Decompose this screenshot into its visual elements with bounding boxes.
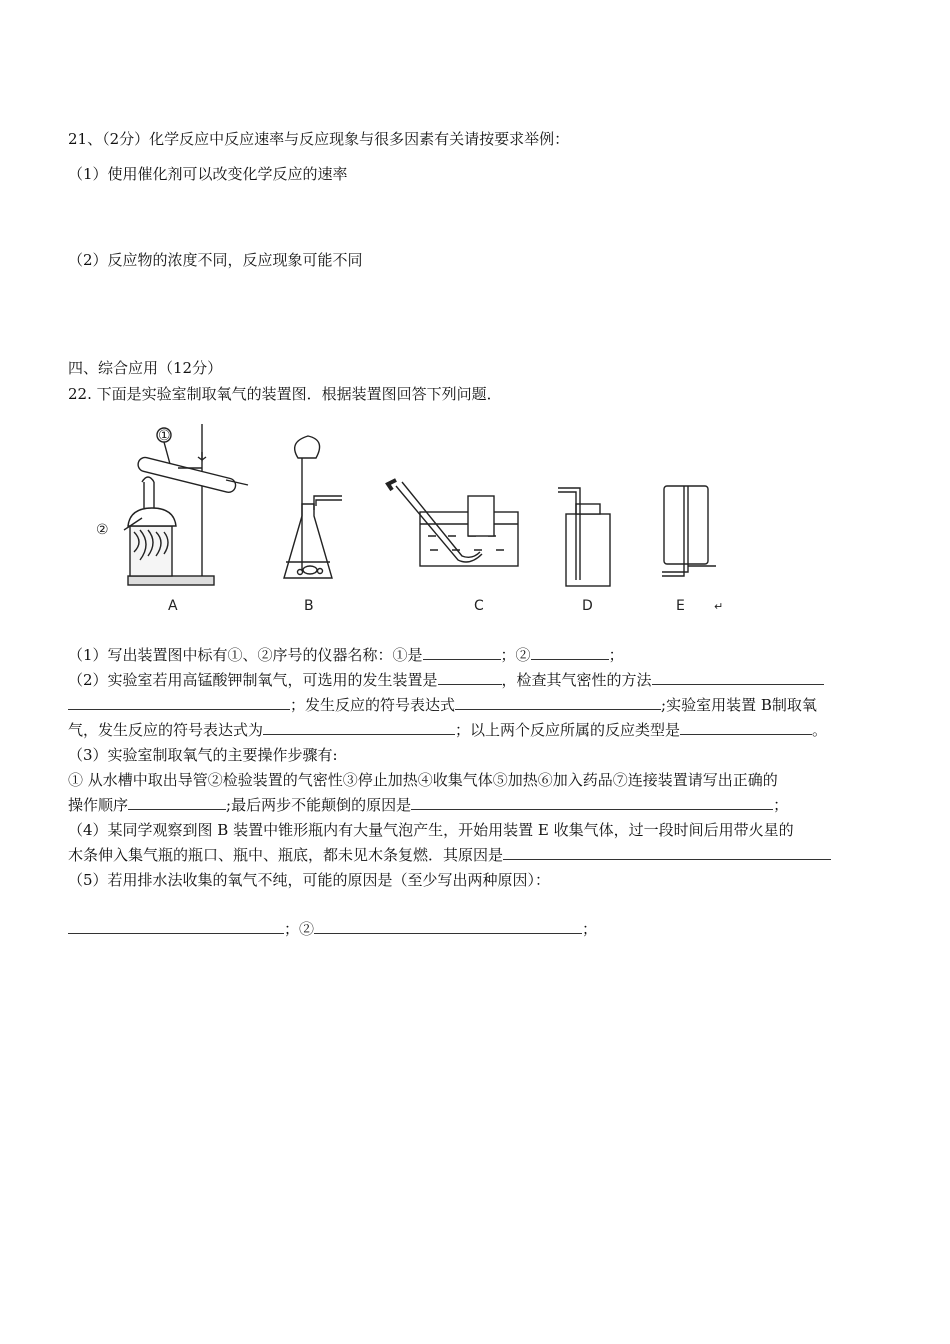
q22-sub5-line1: （5）若用排水法收集的氧气不纯，可能的原因是（至少写出两种原因）： xyxy=(68,871,551,889)
label-c: C xyxy=(474,598,484,614)
label-a: A xyxy=(168,598,178,614)
answer-blank-3[interactable] xyxy=(438,670,502,685)
sub3-text-d: ;最后两步不能颠倒的原因是 xyxy=(226,796,412,814)
sub4-text-b: 木条伸入集气瓶的瓶口、瓶中、瓶底，都未见木条复燃．其原因是 xyxy=(68,846,504,864)
sub5-text-b: ；② xyxy=(284,920,315,938)
q21-part1: （1）使用催化剂可以改变化学反应的速率 xyxy=(68,165,348,183)
answer-blank-8[interactable] xyxy=(680,720,812,735)
sub1-text-c: ； xyxy=(608,646,624,664)
q22-sub3-line2: ① 从水槽中取出导管②检验装置的气密性③停止加热④收集气体⑤加热⑥加入药品⑦连接装置请写出正确的 xyxy=(68,771,778,789)
marker-1: ① xyxy=(158,428,171,444)
q22-sub2-line2 xyxy=(68,695,817,715)
answer-blank-2[interactable] xyxy=(531,645,609,660)
q22-sub3-line1: （3）实验室制取氧气的主要操作步骤有: xyxy=(68,746,338,764)
apparatus-figure xyxy=(96,420,738,620)
q21-part2: （2）反应物的浓度不同，反应现象可能不同 xyxy=(68,251,363,269)
sub2-text-a: （2）实验室若用高锰酸钾制氧气，可选用的发生装置是 xyxy=(68,671,438,689)
sub5-text-c: ； xyxy=(582,920,598,938)
answer-blank-7[interactable] xyxy=(263,720,455,735)
marker-2: ② xyxy=(96,522,109,538)
answer-blank-4[interactable] xyxy=(652,670,824,685)
apparatus-diagram xyxy=(96,420,738,620)
sub2-text-g: 。 xyxy=(812,721,828,739)
label-b: B xyxy=(304,598,314,614)
q21-title: 21、（2分）化学反应中反应速率与反应现象与很多因素有关请按要求举例： xyxy=(68,130,570,148)
return-mark: ↵ xyxy=(714,600,724,613)
q22-sub3-line3 xyxy=(68,795,788,815)
sub2-text-f: ；以上两个反应所属的反应类型是 xyxy=(455,721,681,739)
q22-sub2-line1 xyxy=(68,670,824,690)
answer-blank-11[interactable] xyxy=(503,845,831,860)
q22-sub5-line2 xyxy=(68,919,597,939)
answer-blank-9[interactable] xyxy=(128,795,226,810)
q22-sub2-line3 xyxy=(68,720,827,740)
label-d: D xyxy=(582,598,593,614)
answer-blank-5[interactable] xyxy=(68,695,290,710)
q22-sub4-line1: （4）某同学观察到图 B 装置中锥形瓶内有大量气泡产生，开始用装置 E 收集气体，过一段时间后用带火星的 xyxy=(68,821,794,839)
sub3-text-c: 操作顺序 xyxy=(68,796,129,814)
answer-blank-13[interactable] xyxy=(314,919,582,934)
sub1-text-b: ；② xyxy=(500,646,531,664)
section-heading: 四、综合应用（12分） xyxy=(68,359,223,377)
sub2-text-b: ，检查其气密性的方法 xyxy=(501,671,652,689)
label-e: E xyxy=(676,598,685,614)
sub1-text-a: （1）写出装置图中标有①、②序号的仪器名称：①是 xyxy=(68,646,423,664)
answer-blank-10[interactable] xyxy=(411,795,773,810)
q22-title: 22. 下面是实验室制取氧气的装置图．根据装置图回答下列问题． xyxy=(68,385,502,403)
q22-sub4-line2 xyxy=(68,845,831,865)
answer-blank-6[interactable] xyxy=(455,695,661,710)
answer-blank-12[interactable] xyxy=(68,919,284,934)
sub3-text-e: ； xyxy=(773,796,789,814)
sub2-text-d: ;实验室用装置 B制取氧 xyxy=(661,696,817,714)
q22-sub1 xyxy=(68,645,624,665)
sub2-text-c: ；发生反应的符号表达式 xyxy=(290,696,456,714)
sub2-text-e: 气，发生反应的符号表达式为 xyxy=(68,721,264,739)
answer-blank-1[interactable] xyxy=(423,645,501,660)
